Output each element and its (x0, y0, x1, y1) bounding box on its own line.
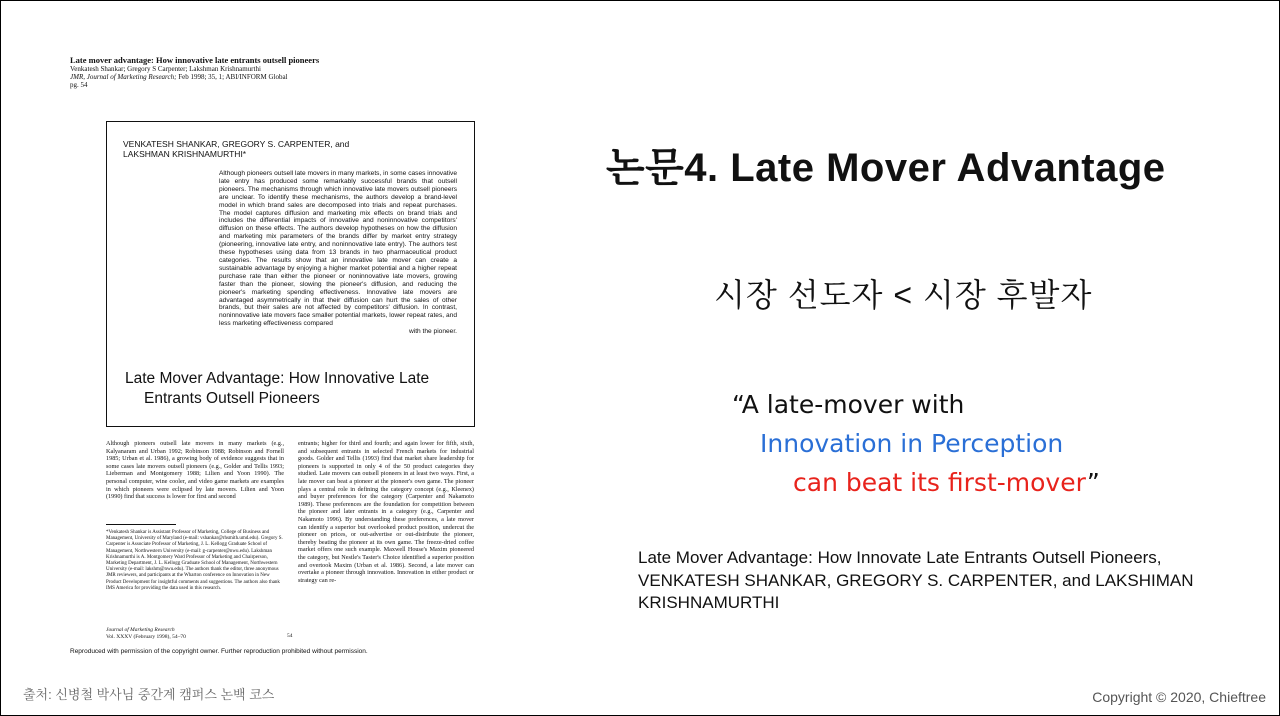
paper-title: Late Mover Advantage: How Innovative Late Entrants Outsell Pioneers (125, 370, 430, 407)
paper-body-right-column: entrants; higher for third and fourth; and again lower for fifth, sixth, and subsequent entrants in selected French markets for industrial goods. Golder and Tellis (1993) find that market share leadership for pioneers is supported in only 4 of the 50 product categories they studied. Late movers can outsell pioneers in at least two ways. First, a late mover can beat a pioneer at the pioneer's own game. The pioneer plays a central role in defining the category concept (e.g., Kleenex) and buyer preferences for the category (Carpenter and Nakamoto 1989). These preferences are the foundation for competition between the pioneer and later entrants in a category (e.g., Carpenter and Nakamoto 1996). By understanding these preferences, a late mover can identify a superior but overlooked product position, undercut the pioneer on prices, or out-advertise or out-distribute the pioneer, thereby beating the pioneer at its own game. The freeze-dried coffee market offers one such example. Maxwell House's Maxim pioneered the category, but Nestle's Taster's Choice identified a superior position and overtook Maxim (Urban et al. 1986). Second, a late mover can overtake a pioneer through innovation. Innovation in either product or strategy can re- (298, 440, 474, 584)
box-authors: VENKATESH SHANKAR, GREGORY S. CARPENTER, and LAKSHMAN KRISHNAMURTHI* (123, 139, 350, 159)
abstract-box (106, 121, 475, 427)
reproduction-notice: Reproduced with permission of the copyright owner. Further reproduction prohibited without permission. (70, 648, 368, 655)
quote-line-2: Innovation in Perception (760, 429, 1064, 458)
paper-body-left-column: Although pioneers outsell late movers in many markets (e.g., Kalyanaram and Urban 1992; Robinson 1988; Robinson and Fornell 1985; Urban et al. 1986), a growing body of evidence suggests that in some cases late movers outsell pioneers (e.g., Golder and Tellis 1993; Lieberman and Montgomery 1988; Lilien and Yoon 1990). The personal computer, wine cooler, and video game markets are examples in which pioneers were eclipsed by late movers. Lilien and Yoon (1990) find that success is lower for first and second (106, 440, 284, 501)
copyright-notice: Copyright © 2020, Chieftree (1092, 689, 1266, 705)
quote-line-3: can beat its first-mover” (793, 468, 1100, 497)
paper-header-journal: JMR, Journal of Marketing Research; Feb 1998; 35, 1; ABI/INFORM Global (70, 73, 288, 81)
footnote-divider (106, 524, 176, 525)
source-credit: 출처: 신병철 박사님 중간계 캠퍼스 논백 코스 (23, 687, 275, 702)
paper-citation: Late Mover Advantage: How Innovate Late Entrants Outsell Pioneers, VENKATESH SHANKAR, GREGORY S. CARPENTER, and LAKSHIMAN KRISHNAMURTHI (638, 548, 1194, 612)
quote-close-mark: ” (1086, 468, 1100, 497)
paper-header-page: pg. 54 (70, 81, 88, 89)
paper-page-number: 54 (287, 633, 293, 639)
slide-title: 논문4. Late Mover Advantage (606, 146, 1166, 190)
paper-header-authors: Venkatesh Shankar; Gregory S Carpenter; Lakshman Krishnamurthi (70, 65, 261, 73)
journal-info: Journal of Marketing Research Vol. XXXV (February 1998), 54–70 (106, 627, 186, 640)
slide-subtitle: 시장 선도자 < 시장 후발자 (714, 277, 1093, 313)
paper-header-title: Late mover advantage: How innovative late entrants outsell pioneers (70, 55, 320, 65)
paper-header (70, 55, 400, 89)
quote-line-1: “A late-mover with (732, 390, 965, 419)
paper-footnote: *Venkatesh Shankar is Assistant Professor of Marketing, College of Business and Management, University of Maryland (e-mail: vshankar@rhsmith.umd.edu). Gregory S. Carpenter is Associate Professor of Marketing, J. L. Kellogg Graduate School of Management, Northwestern University (e-mail: g-carpenter@nwu.edu). Lakshman Krishnamurthi is A. Montgomery Ward Professor of Marketing and Chairperson, Marketing Department, J. L. Kellogg Graduate School of Management, Northwestern University (e-mail: lakshm@nwu.edu). The authors thank the editor, three anonymous JMR reviewers, and participants at the Wharton conference on Innovation in New Product Development for insightful comments and suggestions. The authors also thank IMS America for providing the data used in this research. (106, 530, 283, 591)
abstract-text: Although pioneers outsell late movers in many markets, in some cases innovative late entry has produced some remarkably successful brands that outsell pioneers. The mechanisms through which innovative late movers outsell pioneers are unclear. To identify these mechanisms, the authors develop a brand-level model in which brand sales are decomposed into trials and repeat purchases. The model captures diffusion and marketing mix effects on brand trials and includes the differential impacts of innovative and noninnovative competitors' diffusion on these effects. The authors develop hypotheses on how the diffusion and marketing mix parameters of the brands differ by market entry strategy (pioneering, innovative late entry, and noninnovative late entry). The authors test these hypotheses using data from 13 brands in two pharmaceutical product categories. The results show that an innovative late mover can create a sustainable advantage by enjoying a higher market potential and a higher repeat purchase rate than either the pioneer or noninnovative late movers, growing faster than the pioneer, slowing the pioneer's diffusion, and reducing the pioneer's marketing spending effectiveness. Innovative late movers are advantaged asymmetrically in that their diffusion can hurt the sales of other brands, but their sales are not affected by competitors' diffusion. In contrast, noninnovative late movers face smaller potential markets, lower repeat rates, and less marketing effectiveness compared with the pioneer. (219, 170, 457, 336)
